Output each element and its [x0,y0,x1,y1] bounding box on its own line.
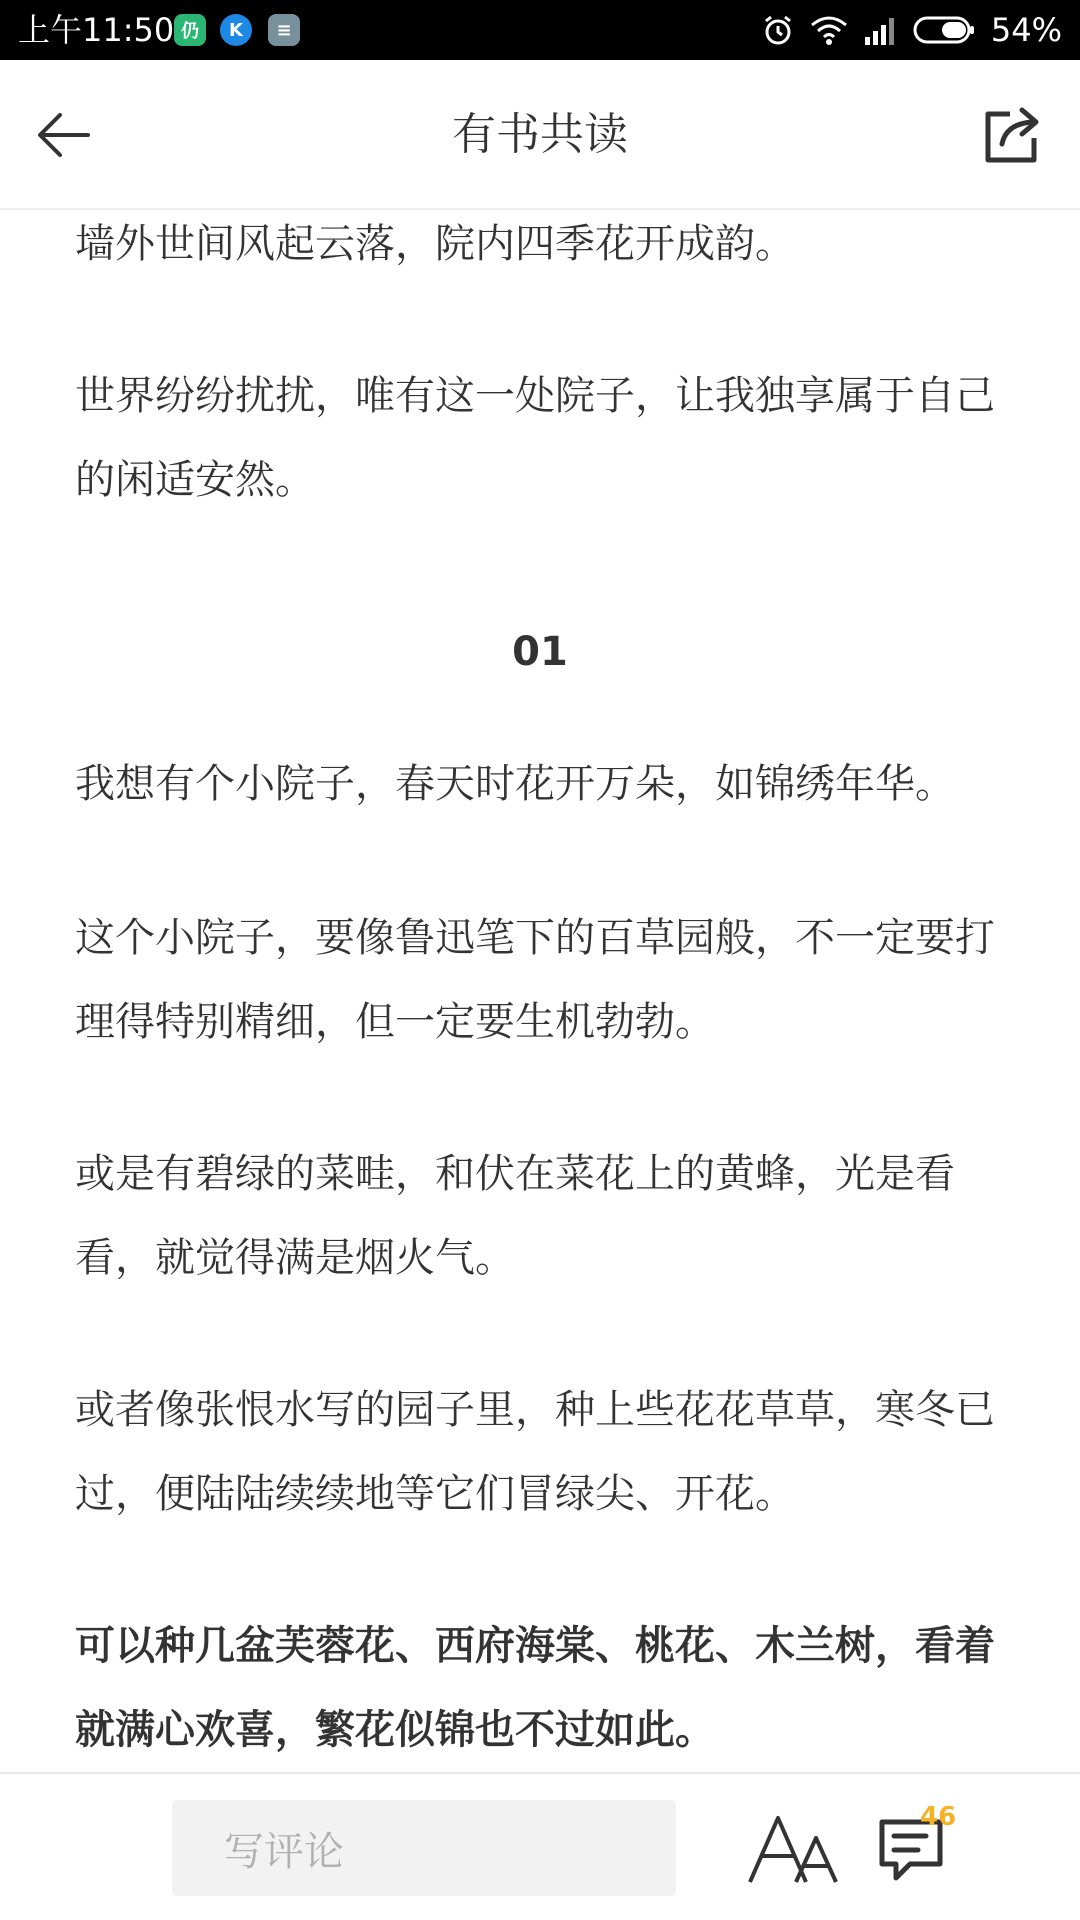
status-time: 上午11:50 [18,11,175,49]
bottom-bar [0,1772,1080,1920]
k-app-icon: K [220,14,252,46]
share-icon [980,104,1044,168]
green-app-icon: 仍 [174,14,206,46]
comment-count-badge: 46 [920,1802,957,1832]
share-button[interactable] [980,104,1044,168]
paragraph: 或者像张恨水写的园子里，种上些花花草草，寒冬已过，便陆陆续续地等它们冒绿尖、开花。 [75,1387,995,1517]
battery-percent: 54% [990,11,1062,49]
paragraph: 或是有碧绿的菜畦，和伏在菜花上的黄蜂，光是看看，就觉得满是烟火气。 [75,1151,955,1281]
paragraph: 我想有个小院子，春天时花开万朵，如锦绣年华。 [75,761,955,807]
page-title: 有书共读 [452,109,628,160]
alarm-icon [761,13,795,47]
status-bar [0,0,1080,60]
signal-icon [863,13,899,47]
wifi-icon [809,13,849,47]
header [0,60,1080,210]
comment-input[interactable]: 写评论 [172,1800,676,1896]
section-heading: 01 [512,629,568,675]
paragraph: 这个小院子，要像鲁迅笔下的百草园般，不一定要打理得特别精细，但一定要生机勃勃。 [75,915,995,1045]
paragraph: 世界纷纷扰扰，唯有这一处院子，让我独享属于自己的闲适安然。 [75,373,995,503]
article-body [0,212,1080,1772]
font-size-icon [744,1810,848,1890]
battery-icon [913,15,977,45]
status-indicators [761,10,1062,50]
paragraph: 墙外世间风起云落，院内四季花开成韵。 [75,221,795,267]
paragraph-bold: 可以种几盆芙蓉花、西府海棠、桃花、木兰树，看着就满心欢喜，繁花似锦也不过如此。 [75,1623,995,1753]
font-size-button[interactable] [744,1810,848,1890]
notes-app-icon: ≡ [268,14,300,46]
